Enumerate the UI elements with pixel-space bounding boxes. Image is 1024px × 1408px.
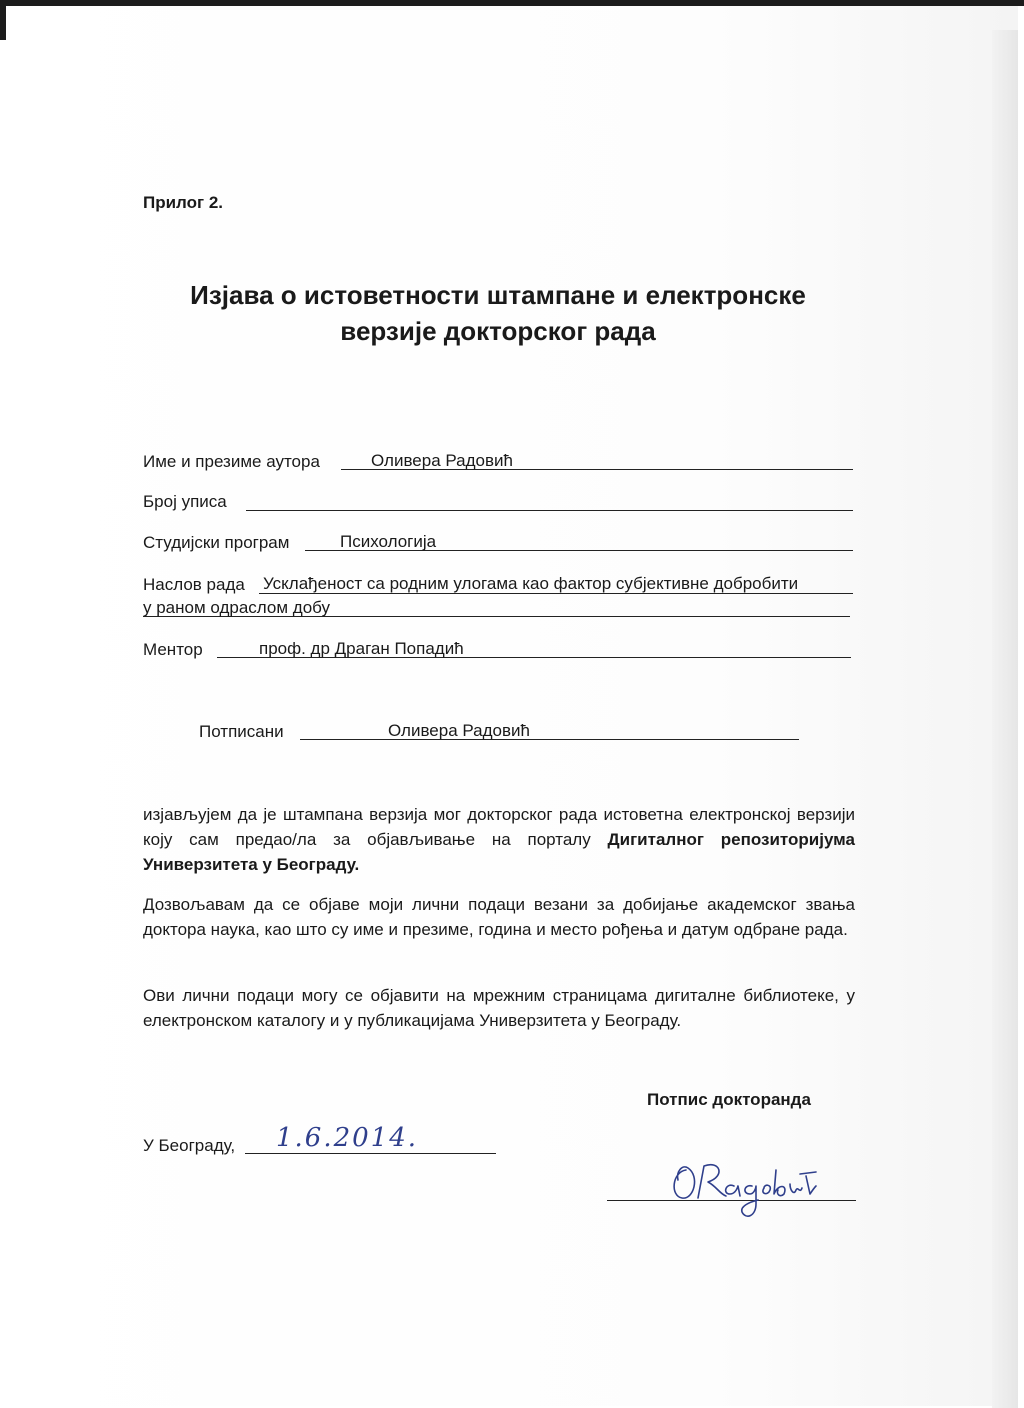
- program-label: Студијски програм: [143, 533, 290, 552]
- title-line-1: Изјава о истоветности штампане и електронске: [190, 280, 806, 310]
- repository-name: Дигиталног репозиторијума Универзитета у Београду.: [143, 830, 855, 874]
- signed-line: [300, 739, 799, 740]
- handwritten-signature: [660, 1150, 820, 1230]
- thesis-title-label: Наслов рада: [143, 575, 245, 594]
- enrollment-line: [246, 510, 853, 511]
- consent-paragraph: Дозвољавам да се објаве моји лични подаци везани за добијање академског звања доктора наука, као што су име и презиме, година и место рођења и датум одбране рада.: [143, 895, 855, 939]
- paper-sheet: [6, 6, 1018, 1406]
- author-value: Оливера Радовић: [371, 451, 513, 470]
- signed-label: Потписани: [199, 722, 284, 741]
- title-line-2: верзије докторског рада: [340, 316, 656, 346]
- handwritten-date: 1.6.2014.: [276, 1123, 419, 1153]
- author-label: Име и презиме аутора: [143, 452, 320, 471]
- mentor-label: Ментор: [143, 640, 203, 659]
- signature-label: Потпис докторанда: [647, 1090, 811, 1109]
- paper-fold-shadow: [992, 30, 1018, 1408]
- place-label: У Београду,: [143, 1136, 236, 1155]
- thesis-title-value-2: у раном одраслом добу: [143, 598, 331, 617]
- document-title: [120, 277, 876, 349]
- annex-label: Прилог 2.: [143, 193, 223, 212]
- thesis-title-value-1: Усклађеност са родним улогама као фактор субјективне добробити: [263, 574, 799, 593]
- mentor-value: проф. др Драган Попадић: [259, 639, 464, 658]
- program-value: Психологија: [340, 532, 437, 551]
- declaration-text: изјављујем да је штампана верзија мог докторског рада истоветна електронској верзији коју сам предао/ла за објављивање на порталу: [143, 805, 855, 849]
- publication-paragraph: Ови лични подаци могу се објавити на мрежним страницама дигиталне библиотеке, у електронском каталогу и у публикацијама Универзитета у Београду.: [143, 986, 855, 1030]
- date-line: [245, 1153, 496, 1154]
- declaration-paragraph: [143, 802, 855, 877]
- enrollment-label: Број уписа: [143, 492, 227, 511]
- signed-value: Оливера Радовић: [388, 721, 530, 740]
